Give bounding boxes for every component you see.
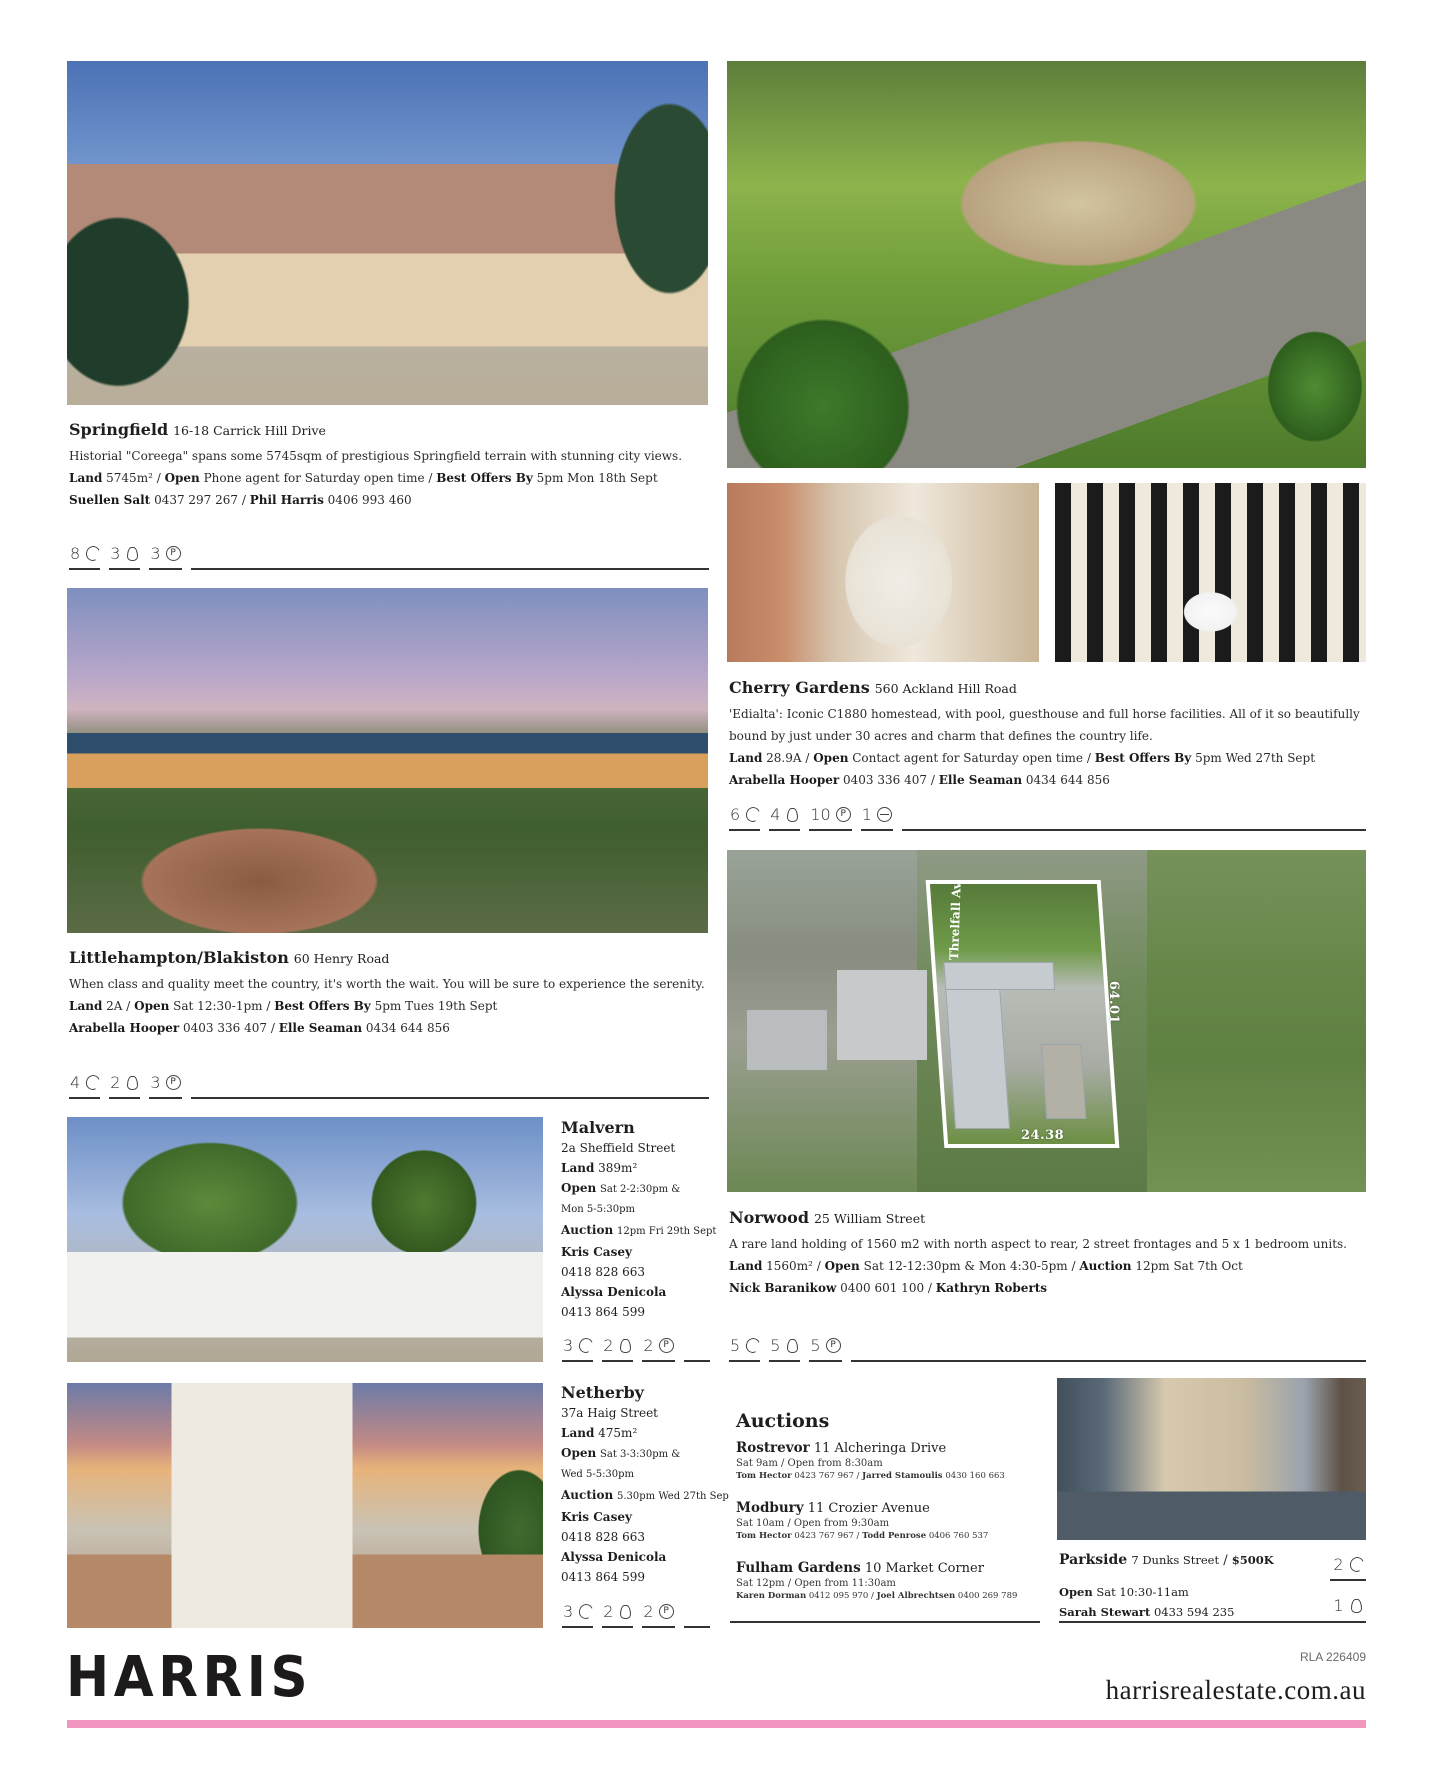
listing-details: Parkside 7 Dunks Street / $500K Open Sat 10:30-11am Sarah Stewart 0433 594 235	[1059, 1552, 1274, 1619]
listing-agents: Suellen Salt 0437 297 267 / Phil Harris 0406 993 460	[69, 493, 412, 507]
listing-description: A rare land holding of 1560 m2 with north aspect to rear, 2 street frontages and 5 x 1 bedroom units.	[729, 1237, 1347, 1251]
agent-name: Nick Baranikow	[729, 1281, 837, 1295]
listing-agents: Arabella Hooper 0403 336 407 / Elle Seaman 0434 644 856	[729, 773, 1110, 787]
parkside-stats	[1330, 1553, 1366, 1621]
website-link[interactable]: harrisrealestate.com.au	[1105, 1675, 1366, 1705]
listing-stats	[562, 1600, 710, 1628]
bed-moon-icon	[578, 1338, 592, 1352]
listing-address: 560 Ackland Hill Road	[874, 681, 1017, 696]
bathrooms-stat: 1	[1330, 1593, 1366, 1621]
divider	[191, 542, 709, 570]
auctions-divider	[730, 1621, 1040, 1623]
divider	[902, 803, 1366, 831]
listing-suburb: Norwood	[729, 1208, 810, 1227]
parking-stat: 10 P	[809, 803, 851, 831]
listing-address: 7 Dunks Street	[1131, 1553, 1220, 1567]
bed-moon-icon	[745, 1338, 759, 1352]
listing-address: 37a Haig Street	[561, 1406, 658, 1420]
agent-name: Suellen Salt	[69, 493, 151, 507]
listing-stats	[729, 803, 1366, 831]
agent-phone[interactable]: 0433 594 235	[1153, 1605, 1235, 1619]
pool-icon	[877, 807, 892, 822]
agent-phone[interactable]: 0413 864 599	[561, 1305, 645, 1319]
listing-address: 25 William Street	[813, 1211, 926, 1226]
agent-phone[interactable]: 0418 828 663	[561, 1265, 645, 1279]
listing-suburb: Netherby	[561, 1383, 644, 1402]
agent-name: Kathryn Roberts	[935, 1281, 1048, 1295]
listing-stats	[69, 542, 709, 570]
agent-phone[interactable]: 0418 828 663	[561, 1530, 645, 1544]
parking-icon: P	[166, 546, 181, 561]
listing-suburb: Parkside	[1059, 1552, 1128, 1568]
lot-depth-label: 64.01	[1106, 980, 1122, 1025]
parking-icon: P	[826, 1338, 841, 1353]
parking-icon: P	[836, 807, 851, 822]
listing-details: Netherby 37a Haig Street Land 475m² Open Sat 3-3:30pm & Wed 5-5:30pm Auction 5.30pm Wed 27th Sep Kris Casey 0418 828 663 Alyssa Denicola 0413 864 599	[561, 1383, 711, 1587]
divider	[1059, 1621, 1366, 1623]
harris-logo[interactable]: HARRIS	[66, 1645, 313, 1710]
bed-moon-icon	[578, 1604, 592, 1618]
cherry-gardens-bathroom-photo	[1055, 483, 1366, 662]
bedrooms-stat: 2	[1330, 1553, 1366, 1581]
agent-name: Kris Casey	[561, 1510, 632, 1524]
parking-stat: 3 P	[149, 542, 181, 570]
listing-title	[729, 678, 1017, 699]
bedrooms-stat: 3	[562, 1334, 593, 1362]
agent-name: Elle Seaman	[278, 1021, 363, 1035]
springfield-photo	[67, 61, 708, 405]
auctions-panel	[736, 1410, 1044, 1602]
parking-stat: 2 P	[642, 1600, 674, 1628]
agent-name: Arabella Hooper	[729, 773, 840, 787]
bath-drop-icon	[125, 1075, 139, 1089]
bedrooms-stat: 6	[729, 803, 760, 831]
bath-drop-icon	[618, 1338, 632, 1352]
agent-phone[interactable]: 0437 297 267	[154, 493, 239, 507]
bath-drop-icon	[785, 807, 799, 821]
agent-name: Sarah Stewart	[1059, 1605, 1151, 1619]
listing-details	[69, 973, 709, 1039]
listing-suburb: Malvern	[561, 1118, 635, 1137]
bathrooms-stat: 2	[602, 1334, 633, 1362]
agent-phone[interactable]: 0413 864 599	[561, 1570, 645, 1584]
bedrooms-stat: 4	[69, 1071, 100, 1099]
listing-suburb: Littlehampton/Blakiston	[69, 948, 289, 967]
auction-item: Modbury 11 Crozier Avenue Sat 10am / Open from 9:30am Tom Hector 0423 767 967 / Todd Penrose 0406 760 537	[736, 1500, 989, 1541]
bath-drop-icon	[618, 1604, 632, 1618]
parking-stat: 2 P	[642, 1334, 674, 1362]
divider	[851, 1334, 1366, 1362]
divider	[684, 1334, 710, 1362]
street-label: Threlfall Av	[947, 881, 964, 961]
netherby-photo	[67, 1383, 543, 1628]
rla-number: RLA 226409	[1299, 1650, 1366, 1664]
parking-stat: 5 P	[809, 1334, 841, 1362]
agent-name: Alyssa Denicola	[561, 1285, 667, 1299]
listing-stats	[562, 1334, 710, 1362]
accent-bar	[67, 1720, 1366, 1728]
listing-terms: Land 28.9A / Open Contact agent for Saturday open time / Best Offers By 5pm Wed 27th Sept	[729, 751, 1316, 765]
listing-suburb: Cherry Gardens	[729, 678, 870, 697]
parking-icon: P	[166, 1075, 181, 1090]
auction-item: Fulham Gardens 10 Market Corner Sat 12pm / Open from 11:30am Karen Dorman 0412 095 970 / Joel Albrechtsen 0400 269 789	[736, 1560, 1018, 1601]
norwood-aerial-photo	[727, 850, 1366, 1192]
parking-icon: P	[659, 1338, 674, 1353]
agent-name: Phil Harris	[249, 493, 324, 507]
listing-title	[69, 948, 389, 969]
agent-phone[interactable]: 0434 644 856	[365, 1021, 450, 1035]
agent-phone[interactable]: 0406 993 460	[327, 493, 412, 507]
bathrooms-stat: 3	[109, 542, 140, 570]
auction-item: Rostrevor 11 Alcheringa Drive Sat 9am / Open from 8:30am Tom Hector 0423 767 967 / Jarred Stamoulis 0430 160 663	[736, 1440, 1005, 1481]
listing-address: 16-18 Carrick Hill Drive	[173, 423, 326, 438]
bathrooms-stat: 4	[769, 803, 800, 831]
listing-details	[729, 1233, 1369, 1299]
bedrooms-stat: 8	[69, 542, 100, 570]
agent-phone[interactable]: 0400 601 100	[840, 1281, 925, 1295]
parking-stat: 3 P	[149, 1071, 181, 1099]
listing-details: Malvern 2a Sheffield Street Land 389m² Open Sat 2-2:30pm & Mon 5-5:30pm Auction 12pm Fri 29th Sept Kris Casey 0418 828 663 Alyssa Denicola 0413 864 599	[561, 1118, 711, 1322]
listing-description: Historial "Coreega" spans some 5745sqm of prestigious Springfield terrain with stunning city views.	[69, 449, 683, 463]
listing-suburb: Springfield	[69, 420, 169, 439]
parkside-photo	[1057, 1378, 1366, 1540]
bathrooms-stat: 5	[769, 1334, 800, 1362]
listing-description: bound by just under 30 acres and charm that defines the country life.	[729, 729, 1153, 743]
cherry-gardens-kitchen-photo	[727, 483, 1039, 662]
listing-address: 2a Sheffield Street	[561, 1141, 676, 1155]
listing-terms: Land 5745m² / Open Phone agent for Saturday open time / Best Offers By 5pm Mon 18th Sept	[69, 471, 658, 485]
listing-description: When class and quality meet the country, it's worth the wait. You will be sure to experience the serenity.	[69, 977, 705, 991]
listing-details	[729, 703, 1369, 791]
bath-drop-icon	[125, 546, 139, 560]
listing-price: $500K	[1231, 1553, 1274, 1567]
bedrooms-stat: 3	[562, 1600, 593, 1628]
malvern-photo	[67, 1117, 543, 1362]
agent-name: Arabella Hooper	[69, 1021, 180, 1035]
pool-stat: 1	[861, 803, 893, 831]
bed-moon-icon	[85, 546, 99, 560]
bathrooms-stat: 2	[109, 1071, 140, 1099]
agent-phone[interactable]: 0434 644 856	[1025, 773, 1110, 787]
listing-details	[69, 445, 709, 511]
divider	[191, 1071, 709, 1099]
bed-moon-icon	[1349, 1557, 1363, 1571]
cherry-gardens-photo	[727, 61, 1366, 468]
littlehampton-photo	[67, 588, 708, 933]
bath-drop-icon	[785, 1338, 799, 1352]
listing-title	[69, 420, 326, 441]
listing-stats	[69, 1071, 709, 1099]
auctions-heading: Auctions	[736, 1410, 830, 1432]
agent-name: Kris Casey	[561, 1245, 632, 1259]
bathrooms-stat: 2	[602, 1600, 633, 1628]
listing-agents: Arabella Hooper 0403 336 407 / Elle Seaman 0434 644 856	[69, 1021, 450, 1035]
listing-terms: Land 1560m² / Open Sat 12-12:30pm & Mon 4:30-5pm / Auction 12pm Sat 7th Oct	[729, 1259, 1243, 1273]
agent-name: Alyssa Denicola	[561, 1550, 667, 1564]
listing-terms: Land 2A / Open Sat 12:30-1pm / Best Offers By 5pm Tues 19th Sept	[69, 999, 498, 1013]
lot-frontage-label: 24.38	[1021, 1128, 1065, 1143]
bath-drop-icon	[1349, 1598, 1363, 1612]
bed-moon-icon	[85, 1075, 99, 1089]
listing-description: 'Edialta': Iconic C1880 homestead, with pool, guesthouse and full horse facilities. All of it so beautifully	[729, 707, 1360, 721]
listing-agents: Nick Baranikow 0400 601 100 / Kathryn Roberts	[729, 1281, 1048, 1295]
listing-address: 60 Henry Road	[293, 951, 390, 966]
listing-title	[729, 1208, 925, 1229]
agent-phone[interactable]: 0403 336 407	[843, 773, 928, 787]
divider	[684, 1600, 710, 1628]
agent-phone[interactable]: 0403 336 407	[183, 1021, 268, 1035]
bed-moon-icon	[745, 807, 759, 821]
agent-name: Elle Seaman	[938, 773, 1023, 787]
parking-icon: P	[659, 1604, 674, 1619]
listing-stats	[729, 1334, 1366, 1362]
bedrooms-stat: 5	[729, 1334, 760, 1362]
